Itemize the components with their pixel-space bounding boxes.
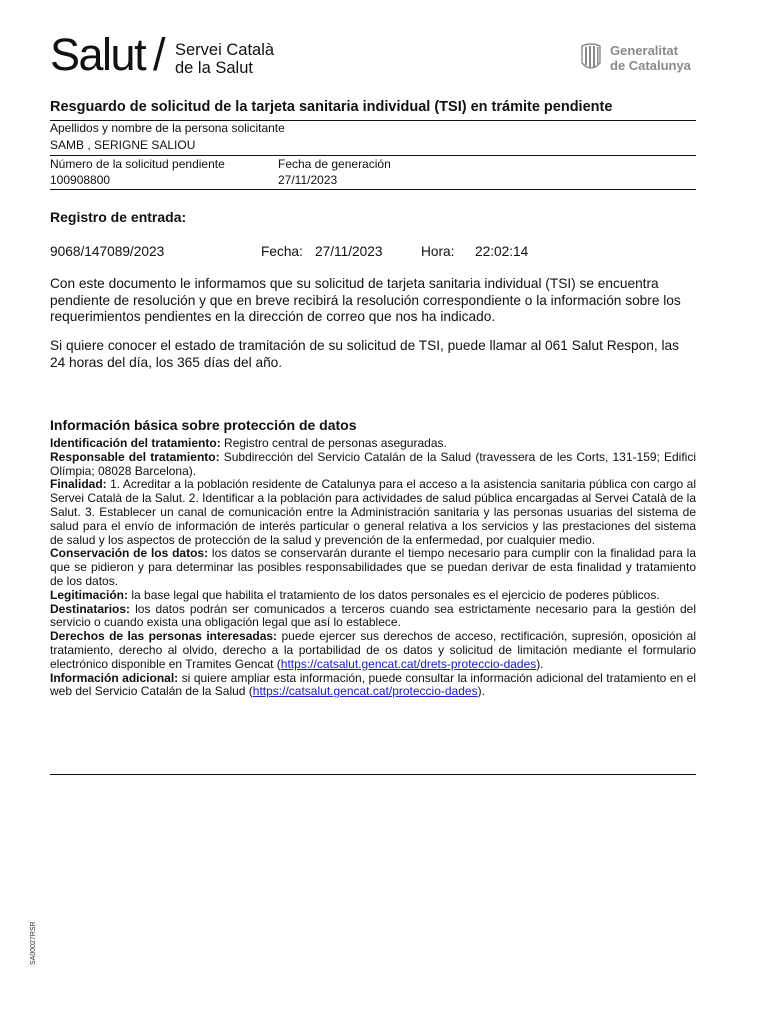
applicant-divider (50, 155, 696, 156)
dp-retention-text: los datos se conservarán durante el tiempo necesario para cumplir con la finalidad para la que se pidieron y para determinar las posibles responsabilidades que se puedan derivar de esta finalidad y tratamiento de los datos. (50, 546, 697, 588)
dp-recipients-text: los datos podrán ser comunicados a terceros cuando sea estrictamente necesario para la gestión del servicio o cuando exista una obligación legal que así lo establece. (50, 601, 696, 630)
gov-line-2: de Catalunya (610, 58, 691, 73)
dp-retention (50, 547, 696, 588)
generalitat-bars-icon (580, 43, 602, 70)
document-title: Resguardo de solicitud de la tarjeta sanitaria individual (TSI) en trámite pendiente (50, 99, 613, 115)
dp-identification (50, 437, 696, 451)
registry-title: Registro de entrada: (50, 209, 187, 225)
dp-identification-label: Identificación del tratamiento: (50, 436, 221, 450)
dp-additional-text: si quiere ampliar esta información, puede consultar la información adicional del tratamiento en el web del Servicio Catalán de la Salud ( (50, 670, 697, 699)
dp-legitimation-text: la base legal que habilita el tratamiento de los datos personales es el ejercicio de poderes públicos. (128, 587, 660, 602)
applicant-value: SAMB , SERIGNE SALIOU (50, 138, 196, 152)
dp-rights-end: ). (536, 656, 544, 671)
bottom-divider (50, 774, 696, 775)
dp-rights-text: puede ejercer sus derechos de acceso, rectificación, supresión, oposición al tratamiento, derecho al olvido, derecho a la portabilidad de os datos y solicitud de limitación mediante el formulario electrónico disponible en Tramites Gencat ( (50, 629, 696, 671)
registry-date-value: 27/11/2023 (315, 244, 383, 259)
gov-line-1: Generalitat (610, 43, 678, 58)
data-protection-body (50, 437, 696, 699)
registry-time-label: Hora: (421, 244, 455, 259)
data-protection-title: Información básica sobre protección de datos (50, 417, 357, 433)
dp-rights-label: Derechos de las personas interesadas: (50, 629, 278, 644)
dp-legitimation (50, 589, 696, 603)
dp-retention-label: Conservación de los datos: (50, 546, 209, 561)
dp-purpose (50, 478, 696, 547)
request-number-value: 100908800 (50, 173, 111, 187)
generation-date-label: Fecha de generación (278, 157, 391, 171)
registry-date-label: Fecha: (261, 244, 303, 259)
dp-responsible-label: Responsable del tratamiento: (50, 449, 220, 464)
servei-catala-logo (175, 41, 274, 77)
dp-purpose-label: Finalidad: (50, 477, 107, 492)
additional-info-link[interactable]: https://catsalut.gencat.cat/proteccio-dades (252, 684, 478, 699)
dp-responsible (50, 451, 696, 479)
dp-recipients-label: Destinatarios: (50, 601, 131, 616)
info-paragraph-2: Si quiere conocer el estado de tramitación de su solicitud de TSI, puede llamar al 061 Salut Respon, las 24 horas del día, los 365 días del año. (50, 338, 679, 370)
dp-additional (50, 672, 696, 700)
dp-recipients (50, 603, 696, 631)
request-number-label: Número de la solicitud pendiente (50, 157, 225, 171)
dp-rights (50, 630, 696, 671)
side-document-code: SA00027RSR (30, 921, 37, 965)
info-paragraph-1: Con este documento le informamos que su solicitud de tarjeta sanitaria individual (TSI) se encuentra pendiente de resolución y que en breve recibirá la resolución correspondiente o la información sobre los requerimientos pendientes en la dirección de correo que nos ha indicado. (50, 276, 681, 324)
dp-additional-label: Información adicional: (50, 670, 179, 685)
generation-date-value: 27/11/2023 (278, 173, 338, 187)
registry-number: 9068/147089/2023 (50, 244, 165, 259)
registry-time-value: 22:02:14 (475, 244, 529, 259)
dp-additional-end: ). (477, 684, 485, 699)
brand-line-1: Servei Català (175, 41, 275, 59)
dp-legitimation-label: Legitimación: (50, 587, 129, 602)
brand-line-2: de la Salut (175, 59, 253, 77)
applicant-label: Apellidos y nombre de la persona solicitante (50, 121, 285, 135)
dp-purpose-text: 1. Acreditar a la población residente de Catalunya para el acceso a la asistencia sanitaria pública con cargo al Servei Català de la Salut. 2. Identificar a la población para actividades de salud pública encargadas al Servei Català de la Salut. 3. Establecer un canal de comunicación entre la Administración sanitaria y las personas usuarias del sistema de salud para el envío de información de interés particular o general relativa a los servicios y las prestaciones del sistema de salud y los aspectos de protección de la salud y prevención de la enfermedad, por cualquier medio. (50, 477, 696, 547)
table-bottom-divider (50, 189, 696, 190)
salut-logo-slash: / (153, 29, 166, 80)
salut-logo-text: Salut (50, 29, 146, 80)
dp-identification-text: Registro central de personas aseguradas. (220, 436, 447, 450)
rights-link[interactable]: https://catsalut.gencat.cat/drets-proteccio-dades (280, 656, 537, 671)
dp-responsible-text: Subdirección del Servicio Catalán de la Salud (travessera de les Corts, 131-159; Edifici Olímpia; 08028 Barcelona). (50, 449, 696, 478)
generalitat-logo-text (610, 43, 691, 73)
